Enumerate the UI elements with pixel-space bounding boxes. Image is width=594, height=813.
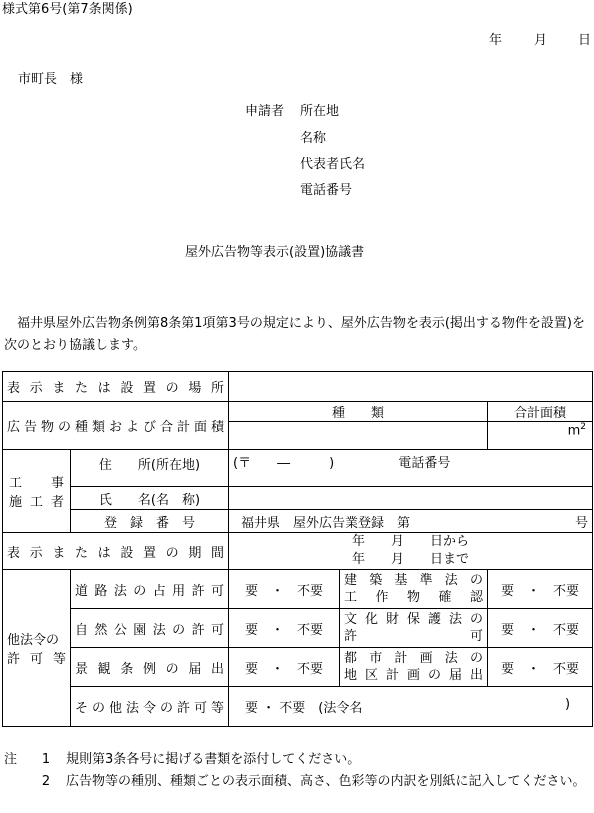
cultural-law-choice[interactable]: 要 ・ 不要 [488, 609, 593, 648]
other-law-label: その他法令の許可等 [71, 687, 229, 727]
form-number: 様式第6号(第7条関係) [2, 2, 133, 17]
area-unit-sup: 2 [580, 422, 587, 432]
note-text: 広告物等の種別、種類ごとの表示面積、高さ、色彩等の内訳を別紙に記入してください。 [66, 774, 586, 789]
applicant-name: 名称 [300, 131, 327, 146]
addressee: 市町長 様 [18, 72, 84, 87]
urban-law-label [340, 648, 488, 687]
location-label: 表示または設置の場所 [3, 372, 229, 402]
other-laws-label-line1: 他法令の [7, 633, 60, 648]
area-header: 合計面積 [488, 402, 593, 422]
park-law-label: 自然公園法の許可 [71, 609, 229, 648]
cultural-law-line1: 文化財保護法の [344, 612, 484, 627]
applicant-label: 申請者 [245, 104, 285, 119]
date-month: 月 [534, 33, 548, 48]
address-label: 住 所(所在地) [71, 450, 229, 487]
landscape-label: 景観条例の届出 [71, 648, 229, 687]
park-law-choice[interactable]: 要 ・ 不要 [229, 609, 340, 648]
landscape-choice[interactable]: 要 ・ 不要 [229, 648, 340, 687]
address-field[interactable] [229, 450, 593, 487]
note-item [0, 771, 594, 793]
location-field[interactable] [229, 372, 593, 402]
date-day: 日 [578, 33, 592, 48]
applicant-address: 所在地 [300, 104, 340, 119]
urban-law-line2: 地区計画の届出 [344, 668, 484, 683]
postal-code: (〒 ― ) [233, 456, 335, 471]
contractor-label-line1: 工 事 [9, 476, 64, 491]
other-law-field[interactable] [229, 687, 593, 727]
building-law-label [340, 570, 488, 609]
contractor-name-label: 氏 名(名 称) [71, 487, 229, 510]
contractor-label [3, 450, 71, 533]
area-unit: m [567, 423, 581, 439]
building-law-line1: 建築基準法の [344, 573, 484, 588]
registration-field[interactable] [229, 510, 593, 533]
other-law-choice: 要 ・ 不要 (法令名 [245, 701, 363, 716]
kind-area-label: 広告物の種類および合計面積 [3, 402, 229, 450]
note-number: 2 [41, 774, 51, 789]
other-law-close: ) [564, 697, 571, 712]
registration-text: 福井県 屋外広告業登録 第 [241, 515, 411, 531]
note-text: 規則第3条各号に掲げる書類を添付してください。 [66, 752, 361, 767]
urban-law-line1: 都市計画法の [344, 651, 484, 666]
registration-label: 登 録 番 号 [71, 510, 229, 533]
urban-law-choice[interactable]: 要 ・ 不要 [488, 648, 593, 687]
period-label: 表示または設置の期間 [3, 533, 229, 570]
period-to: 年 月 日まで [352, 552, 470, 567]
road-law-choice[interactable]: 要 ・ 不要 [229, 570, 340, 609]
notes-label: 注 [4, 752, 18, 767]
building-law-choice[interactable]: 要 ・ 不要 [488, 570, 593, 609]
period-field[interactable] [229, 533, 593, 570]
building-law-line2: 工作物確認 [344, 590, 484, 605]
area-field[interactable] [488, 422, 593, 450]
date-year: 年 [489, 33, 503, 48]
contractor-label-line2: 施工者 [9, 495, 64, 510]
applicant-representative: 代表者氏名 [300, 157, 366, 172]
page-title: 屋外広告物等表示(設置)協議書 [185, 245, 365, 260]
contractor-name-field[interactable] [229, 487, 593, 510]
road-law-label: 道路法の占用許可 [71, 570, 229, 609]
applicant-phone: 電話番号 [300, 183, 353, 198]
period-from: 年 月 日から [352, 534, 470, 549]
form-table [2, 371, 593, 727]
other-laws-label [3, 570, 71, 727]
kind-header: 種 類 [229, 402, 488, 422]
note-item [0, 749, 594, 771]
notes [0, 749, 594, 793]
kind-field[interactable] [229, 422, 488, 450]
other-laws-label-line2: 許 可 等 [7, 652, 66, 667]
registration-suffix: 号 [575, 515, 589, 531]
cultural-law-label [340, 609, 488, 648]
note-number: 1 [41, 752, 51, 767]
intro-paragraph: 福井県屋外広告物条例第8条第1項第3号の規定により、屋外広告物を表示(掲出する物件を設置)を次のとおり協議します。 [4, 316, 585, 353]
cultural-law-line2: 許 可 [344, 629, 484, 644]
contractor-phone-label: 電話番号 [398, 456, 451, 471]
